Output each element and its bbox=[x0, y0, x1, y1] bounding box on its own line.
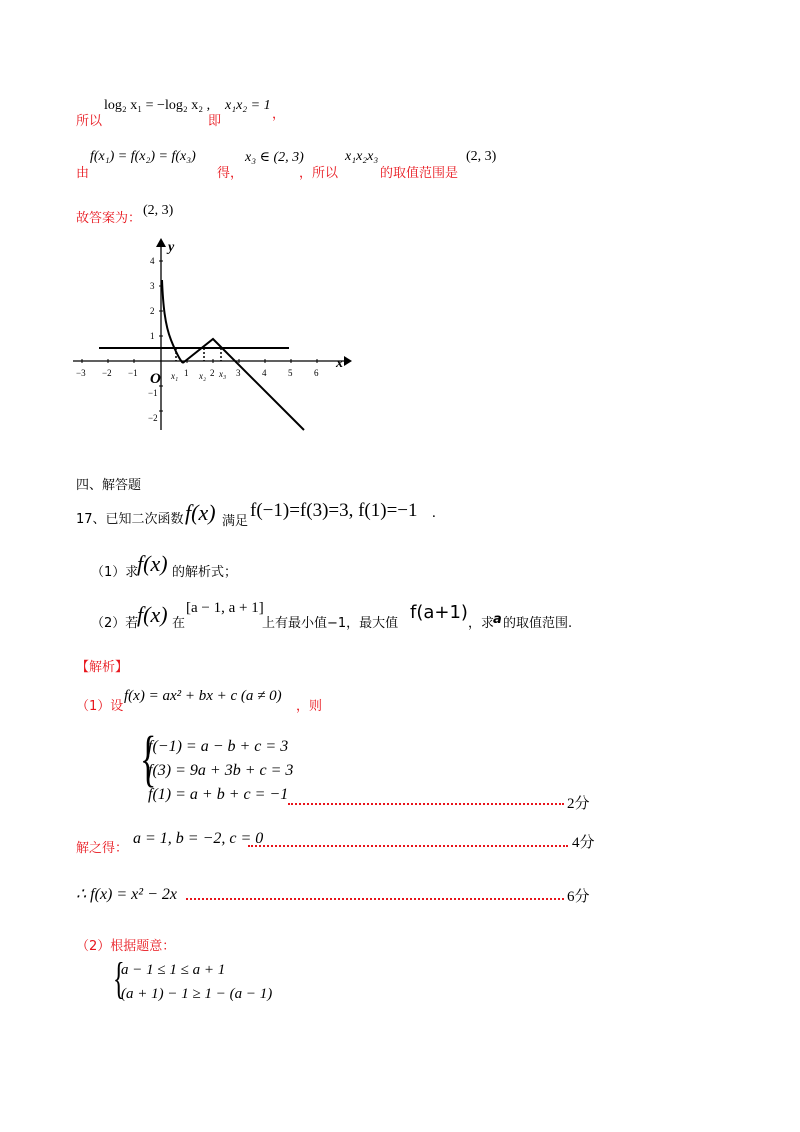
system-brace: { bbox=[140, 725, 157, 793]
ytick-3: 3 bbox=[150, 281, 155, 291]
q2-in: 在 bbox=[172, 616, 186, 631]
y-axis-label: y bbox=[168, 240, 175, 255]
score-6: 6分 bbox=[567, 889, 590, 905]
q2-fa: f(a+1) bbox=[410, 602, 468, 623]
xtick-m1: −1 bbox=[128, 368, 138, 378]
solve-equation: a = 1, b = −2, c = 0 bbox=[133, 830, 264, 847]
equal-f-equation: f(x₁) = f(x₂) = f(x₃) bbox=[90, 149, 196, 164]
label-x1: x₁ bbox=[171, 371, 179, 381]
label-x3: x₃ bbox=[219, 369, 227, 379]
p2-title: （2）根据题意： bbox=[76, 939, 176, 954]
system-eq-3: f(1) = a + b + c = −1 bbox=[148, 786, 289, 803]
xtick-3: 3 bbox=[236, 368, 241, 378]
y-axis-arrow bbox=[156, 238, 166, 247]
p1-suffix: ，则 bbox=[296, 699, 323, 714]
q2-a: a bbox=[493, 612, 502, 627]
ytick-m1: −1 bbox=[148, 388, 158, 398]
system-eq-2: f(3) = 9a + 3b + c = 3 bbox=[148, 762, 294, 779]
x3-range: x₃ ∈ (2, 3) bbox=[245, 150, 304, 165]
text-suoyi: 所以 bbox=[76, 114, 103, 129]
system-eq-1: f(−1) = a − b + c = 3 bbox=[148, 738, 289, 755]
p1-prefix: （1）设 bbox=[76, 699, 124, 714]
origin-label: O bbox=[150, 371, 161, 387]
xtick-1: 1 bbox=[184, 368, 189, 378]
result-equation: ∴ f(x) = x² − 2x bbox=[76, 886, 177, 903]
score-4: 4分 bbox=[572, 835, 595, 851]
xtick-5: 5 bbox=[288, 368, 293, 378]
x-axis-label: x bbox=[336, 356, 343, 371]
product-x1x2x3: x₁x₂x₃ bbox=[345, 149, 379, 164]
text-suoyi-2: ，所以 bbox=[299, 166, 339, 181]
q2-interval: [a − 1, a + 1] bbox=[186, 600, 264, 616]
problem-satisfy: 满足 bbox=[222, 514, 249, 529]
dotted-leader-2 bbox=[248, 845, 568, 847]
system2-eq-2: (a + 1) − 1 ≥ 1 − (a − 1) bbox=[121, 986, 273, 1002]
p1-equation: f(x) = ax² + bx + c (a ≠ 0) bbox=[124, 688, 282, 704]
ytick-4: 4 bbox=[150, 256, 155, 266]
answer-label: 故答案为： bbox=[76, 211, 142, 226]
piecewise-line bbox=[184, 339, 304, 430]
text-you: 由 bbox=[76, 166, 90, 181]
product-equation: x₁x₂ = 1 bbox=[225, 98, 271, 113]
problem-condition: f(−1)=f(3)=3, f(1)=−1 bbox=[250, 500, 418, 521]
system2-brace: { bbox=[113, 954, 125, 1003]
score-2: 2分 bbox=[567, 796, 590, 812]
ytick-1: 1 bbox=[150, 331, 155, 341]
problem-fx: f(x) bbox=[185, 500, 216, 525]
text-range: 的取值范围是 bbox=[380, 166, 459, 181]
ytick-2: 2 bbox=[150, 306, 155, 316]
dotted-leader-3 bbox=[186, 898, 564, 900]
system2-eq-1: a − 1 ≤ 1 ≤ a + 1 bbox=[121, 962, 226, 978]
q2-mid: 上有最小值−1，最大值 bbox=[262, 616, 399, 631]
q2-suffix2: 的取值范围. bbox=[503, 616, 573, 631]
q1-suffix: 的解析式； bbox=[172, 565, 238, 580]
text-de: 得， bbox=[217, 166, 244, 181]
xtick-6: 6 bbox=[314, 368, 319, 378]
xtick-m3: −3 bbox=[76, 368, 86, 378]
q2-suffix1: ，求 bbox=[468, 616, 495, 631]
xtick-m2: −2 bbox=[102, 368, 112, 378]
xtick-4: 4 bbox=[262, 368, 267, 378]
solve-prefix: 解之得： bbox=[76, 841, 129, 856]
range-answer: (2, 3) bbox=[466, 149, 497, 164]
problem-period: . bbox=[432, 505, 436, 521]
q2-fx: f(x) bbox=[137, 602, 168, 627]
log-equation: log₂ x₁ = −log₂ x₂ , bbox=[104, 98, 211, 113]
dotted-leader-1 bbox=[288, 803, 564, 805]
q1-prefix: （1）求 bbox=[91, 565, 139, 580]
function-graph bbox=[68, 235, 358, 435]
ytick-m2: −2 bbox=[148, 413, 158, 423]
q1-fx: f(x) bbox=[137, 551, 168, 576]
label-x2: x₂ bbox=[199, 371, 207, 381]
q2-prefix: （2）若 bbox=[91, 616, 139, 631]
section-title: 四、解答题 bbox=[76, 478, 142, 493]
xtick-2: 2 bbox=[210, 368, 215, 378]
solution-title: 【解析】 bbox=[76, 660, 129, 675]
x-axis-arrow bbox=[344, 356, 352, 366]
text-ji: 即 bbox=[208, 114, 222, 129]
log-curve bbox=[162, 280, 184, 363]
answer-value: (2, 3) bbox=[143, 203, 174, 218]
problem-number: 17、已知二次函数 bbox=[76, 512, 184, 527]
comma: ， bbox=[272, 107, 286, 122]
